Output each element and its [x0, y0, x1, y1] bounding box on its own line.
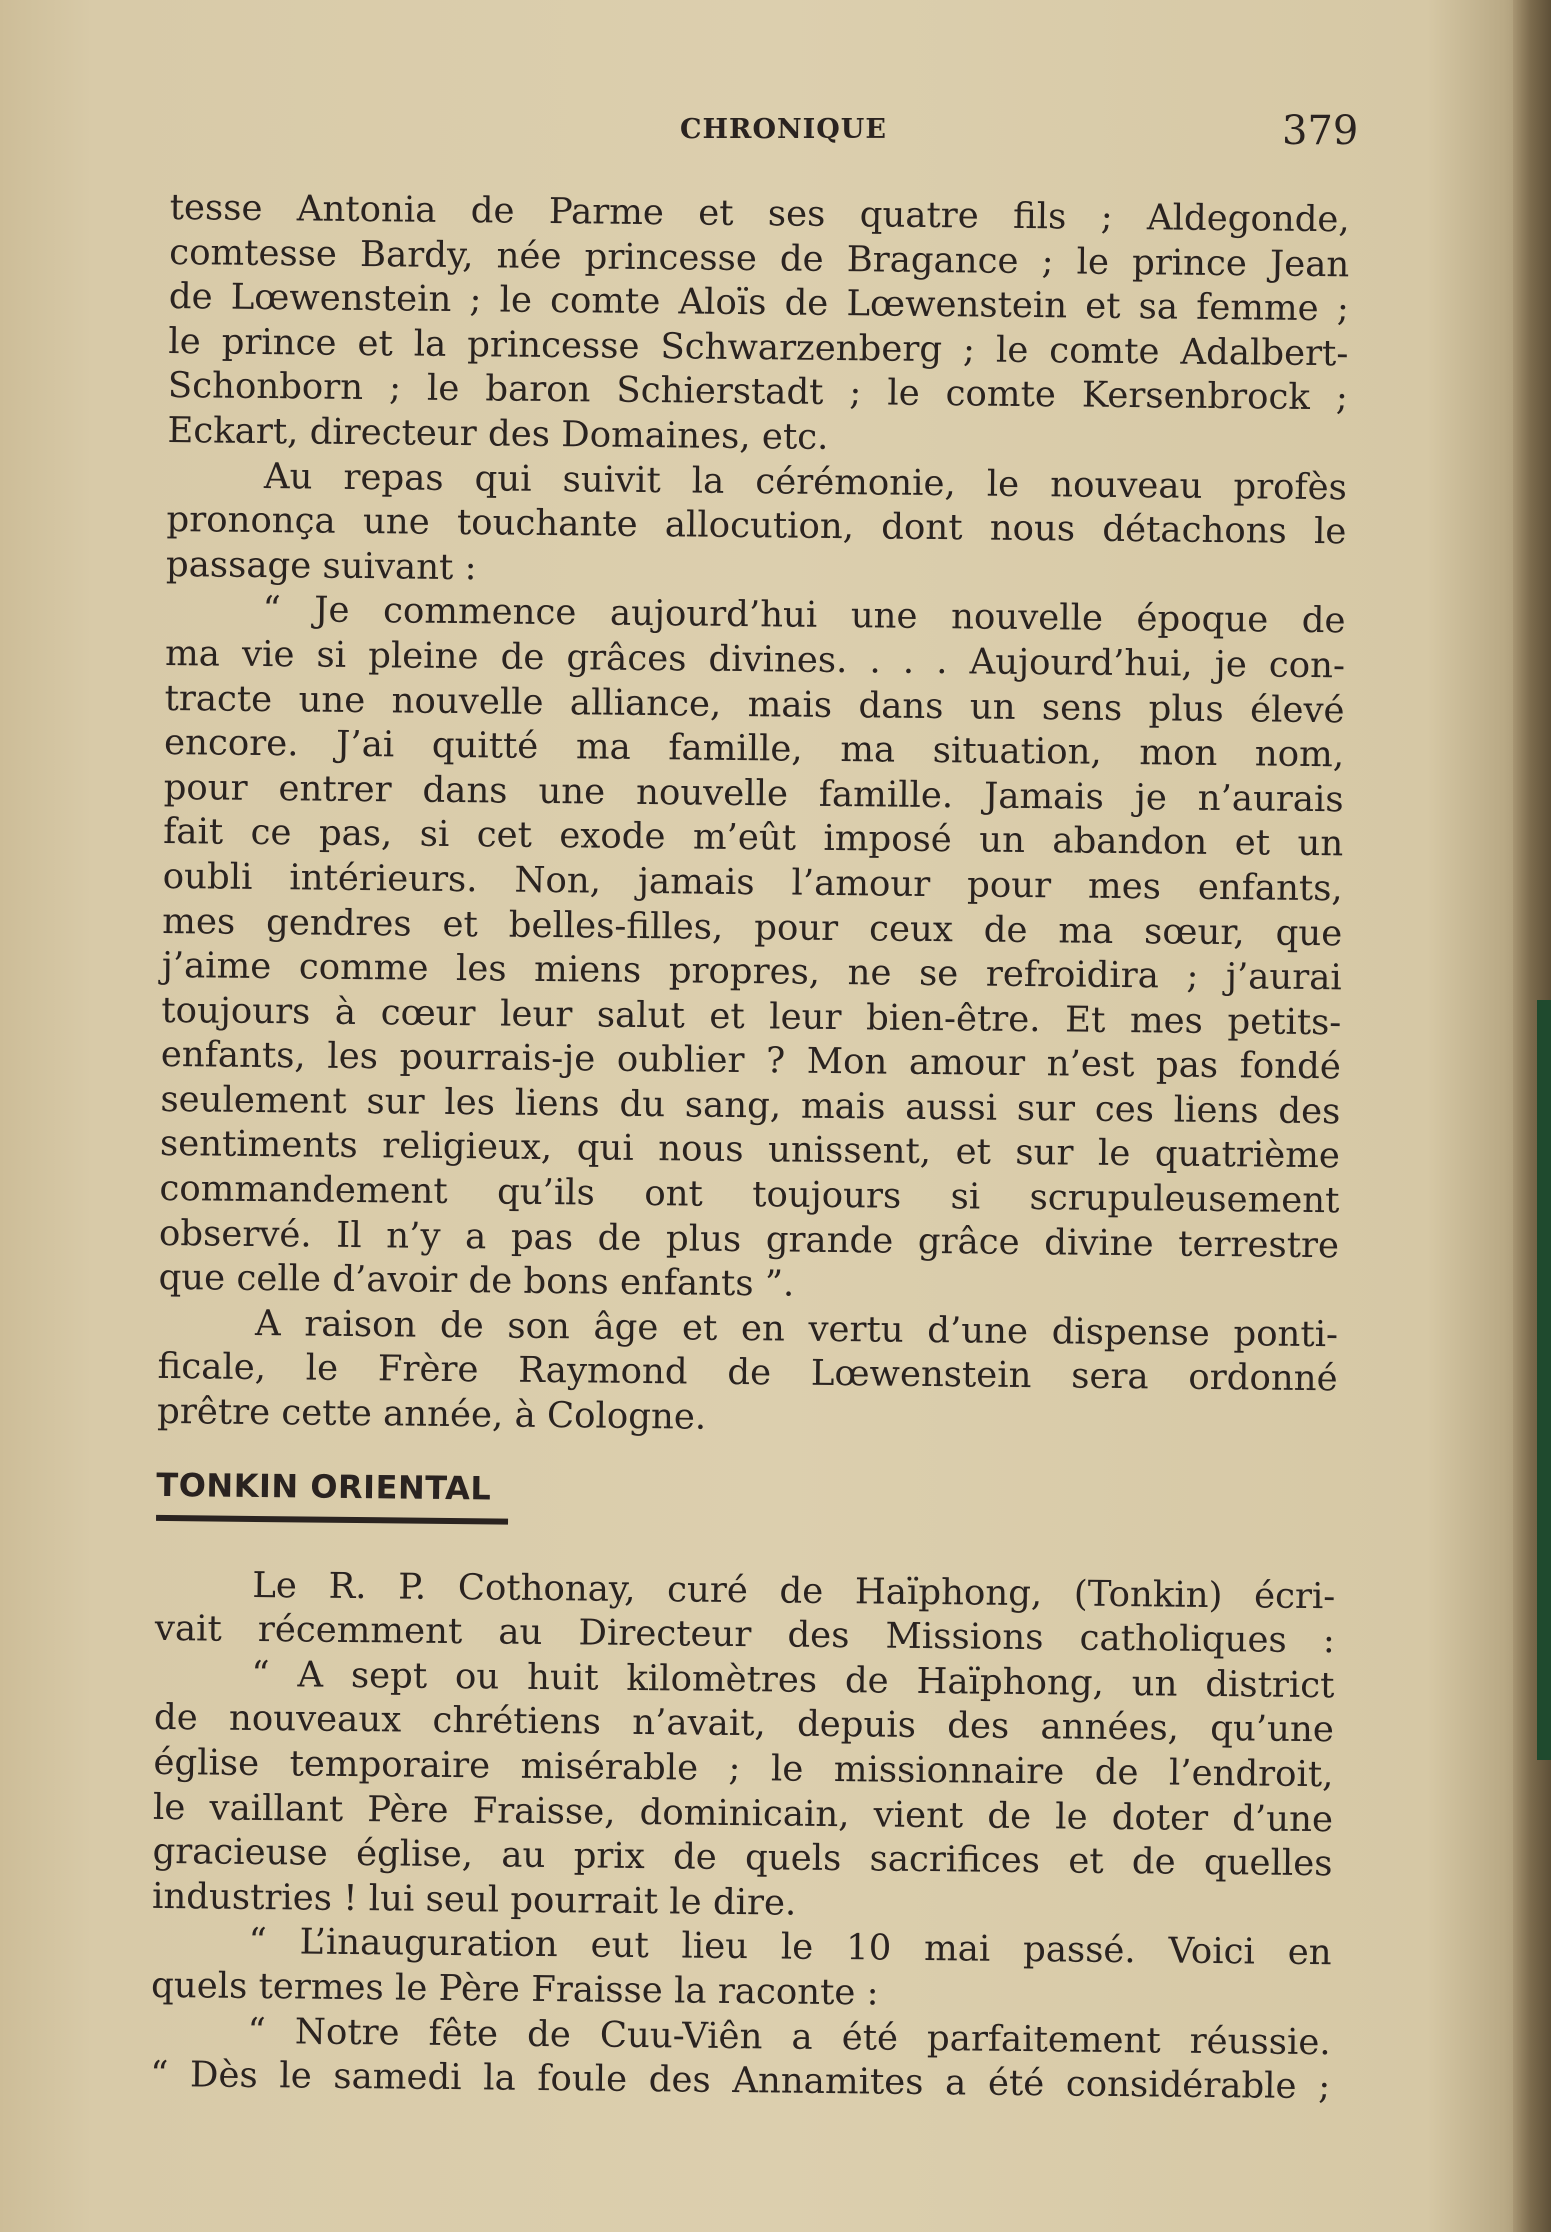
text-line: industries ! lui seul pourrait le dire. — [151, 1875, 797, 1924]
text-line: seulement sur les liens du sang, mais aussi sur ces liens des — [160, 1078, 1341, 1133]
text-line: quels termes le Père Fraisse la raconte : — [150, 1964, 879, 2014]
text-line: “ L’inauguration eut lieu le 10 mai passé. Voici en — [248, 1921, 1332, 1974]
text-line: église temporaire misérable ; le missionnaire de l’endroit, — [153, 1741, 1334, 1796]
text-line: ficale, le Frère Raymond de Lœwenstein sera ordonné — [157, 1346, 1338, 1400]
text-line: commandement qu’ils ont toujours si scrupuleusement — [159, 1168, 1340, 1222]
text-line: pour entrer dans une nouvelle famille. Jamais je n’aurais — [163, 766, 1344, 821]
text-line: prononça une touchante allocution, dont nous détachons le — [166, 499, 1347, 553]
text-line: mes gendres et belles-filles, pour ceux de ma sœur, que — [162, 900, 1343, 954]
text-line: “ Notre fête de Cuu-Viên a été parfaitement réussie. — [247, 2010, 1331, 2063]
page-header — [0, 108, 1551, 158]
text-line: Au repas qui suivit la cérémonie, le nouveau profès — [263, 455, 1348, 508]
text-line: oubli intérieurs. Non, jamais l’amour pour mes enfants, — [162, 855, 1343, 910]
text-line: “ Je commence aujourd’hui une nouvelle époque de — [262, 589, 1346, 642]
text-line: de Lœwenstein ; le comte Aloïs de Lœwenstein et sa femme ; — [168, 276, 1349, 330]
text-line: enfants, les pourrais-je oublier ? Mon amour n’est pas fondé — [160, 1034, 1342, 1088]
text-line: j’aime comme les miens propres, ne se refroidira ; j’aurai — [161, 945, 1342, 999]
running-title: CHRONIQUE — [680, 114, 887, 145]
text-line: Le R. P. Cothonay, curé de Haïphong, (Tonkin) écri- — [252, 1564, 1336, 1617]
body-text — [150, 186, 1350, 2110]
text-line: “ A sept ou huit kilomètres de Haïphong, un district — [251, 1653, 1335, 1707]
text-line: A raison de son âge et en vertu d’une dispense ponti- — [254, 1302, 1339, 1356]
text-line: le prince et la princesse Schwarzenberg ; le comte Adalbert- — [168, 320, 1349, 375]
book-cover-edge — [1537, 1000, 1551, 1760]
text-line: toujours à cœur leur salut et leur bien-être. Et mes petits- — [161, 989, 1342, 1043]
text-line: de nouveaux chrétiens n’avait, depuis des années, qu’une — [153, 1697, 1335, 1751]
text-line: que celle d’avoir de bons enfants ”. — [158, 1257, 795, 1305]
text-line: tesse Antonia de Parme et ses quatre fils ; Aldegonde, — [169, 186, 1350, 241]
text-line: sentiments religieux, qui nous unissent, et sur le quatrième — [159, 1123, 1341, 1177]
text-line: ma vie si pleine de grâces divines. . . . Aujourd’hui, je con- — [164, 632, 1346, 687]
heading-underline — [156, 1515, 508, 1525]
text-line: fait ce pas, si cet exode m’eût imposé un abandon et un — [163, 811, 1344, 865]
text-line: gracieuse église, au prix de quels sacrifices et de quelles — [152, 1831, 1333, 1885]
text-line: tracte une nouvelle alliance, mais dans un sens plus élevé — [164, 677, 1345, 731]
text-line: Eckart, directeur des Domaines, etc. — [167, 409, 829, 458]
section-heading — [156, 1435, 1337, 1575]
text-line: le vaillant Père Fraisse, dominicain, vient de le doter d’une — [152, 1786, 1334, 1840]
text-line: observé. Il n’y a pas de plus grande grâce divine terrestre — [158, 1212, 1340, 1266]
page-number: 379 — [1282, 108, 1359, 154]
text-line: Schonborn ; le baron Schierstadt ; le comte Kersenbrock ; — [167, 365, 1349, 419]
text-line: vait récemment au Directeur des Missions catholiques : — [154, 1608, 1336, 1662]
text-line: prêtre cette année, à Cologne. — [156, 1390, 707, 1438]
text-line: “ Dès le samedi la foule des Annamites a été considérable ; — [150, 2054, 1331, 2108]
text-line: comtesse Bardy, née princesse de Bragance ; le prince Jean — [169, 231, 1350, 285]
text-line: encore. J’ai quitté ma famille, ma situation, mon nom, — [163, 722, 1345, 776]
section-title: TONKIN ORIENTAL — [156, 1465, 492, 1508]
text-line: passage suivant : — [165, 543, 477, 588]
